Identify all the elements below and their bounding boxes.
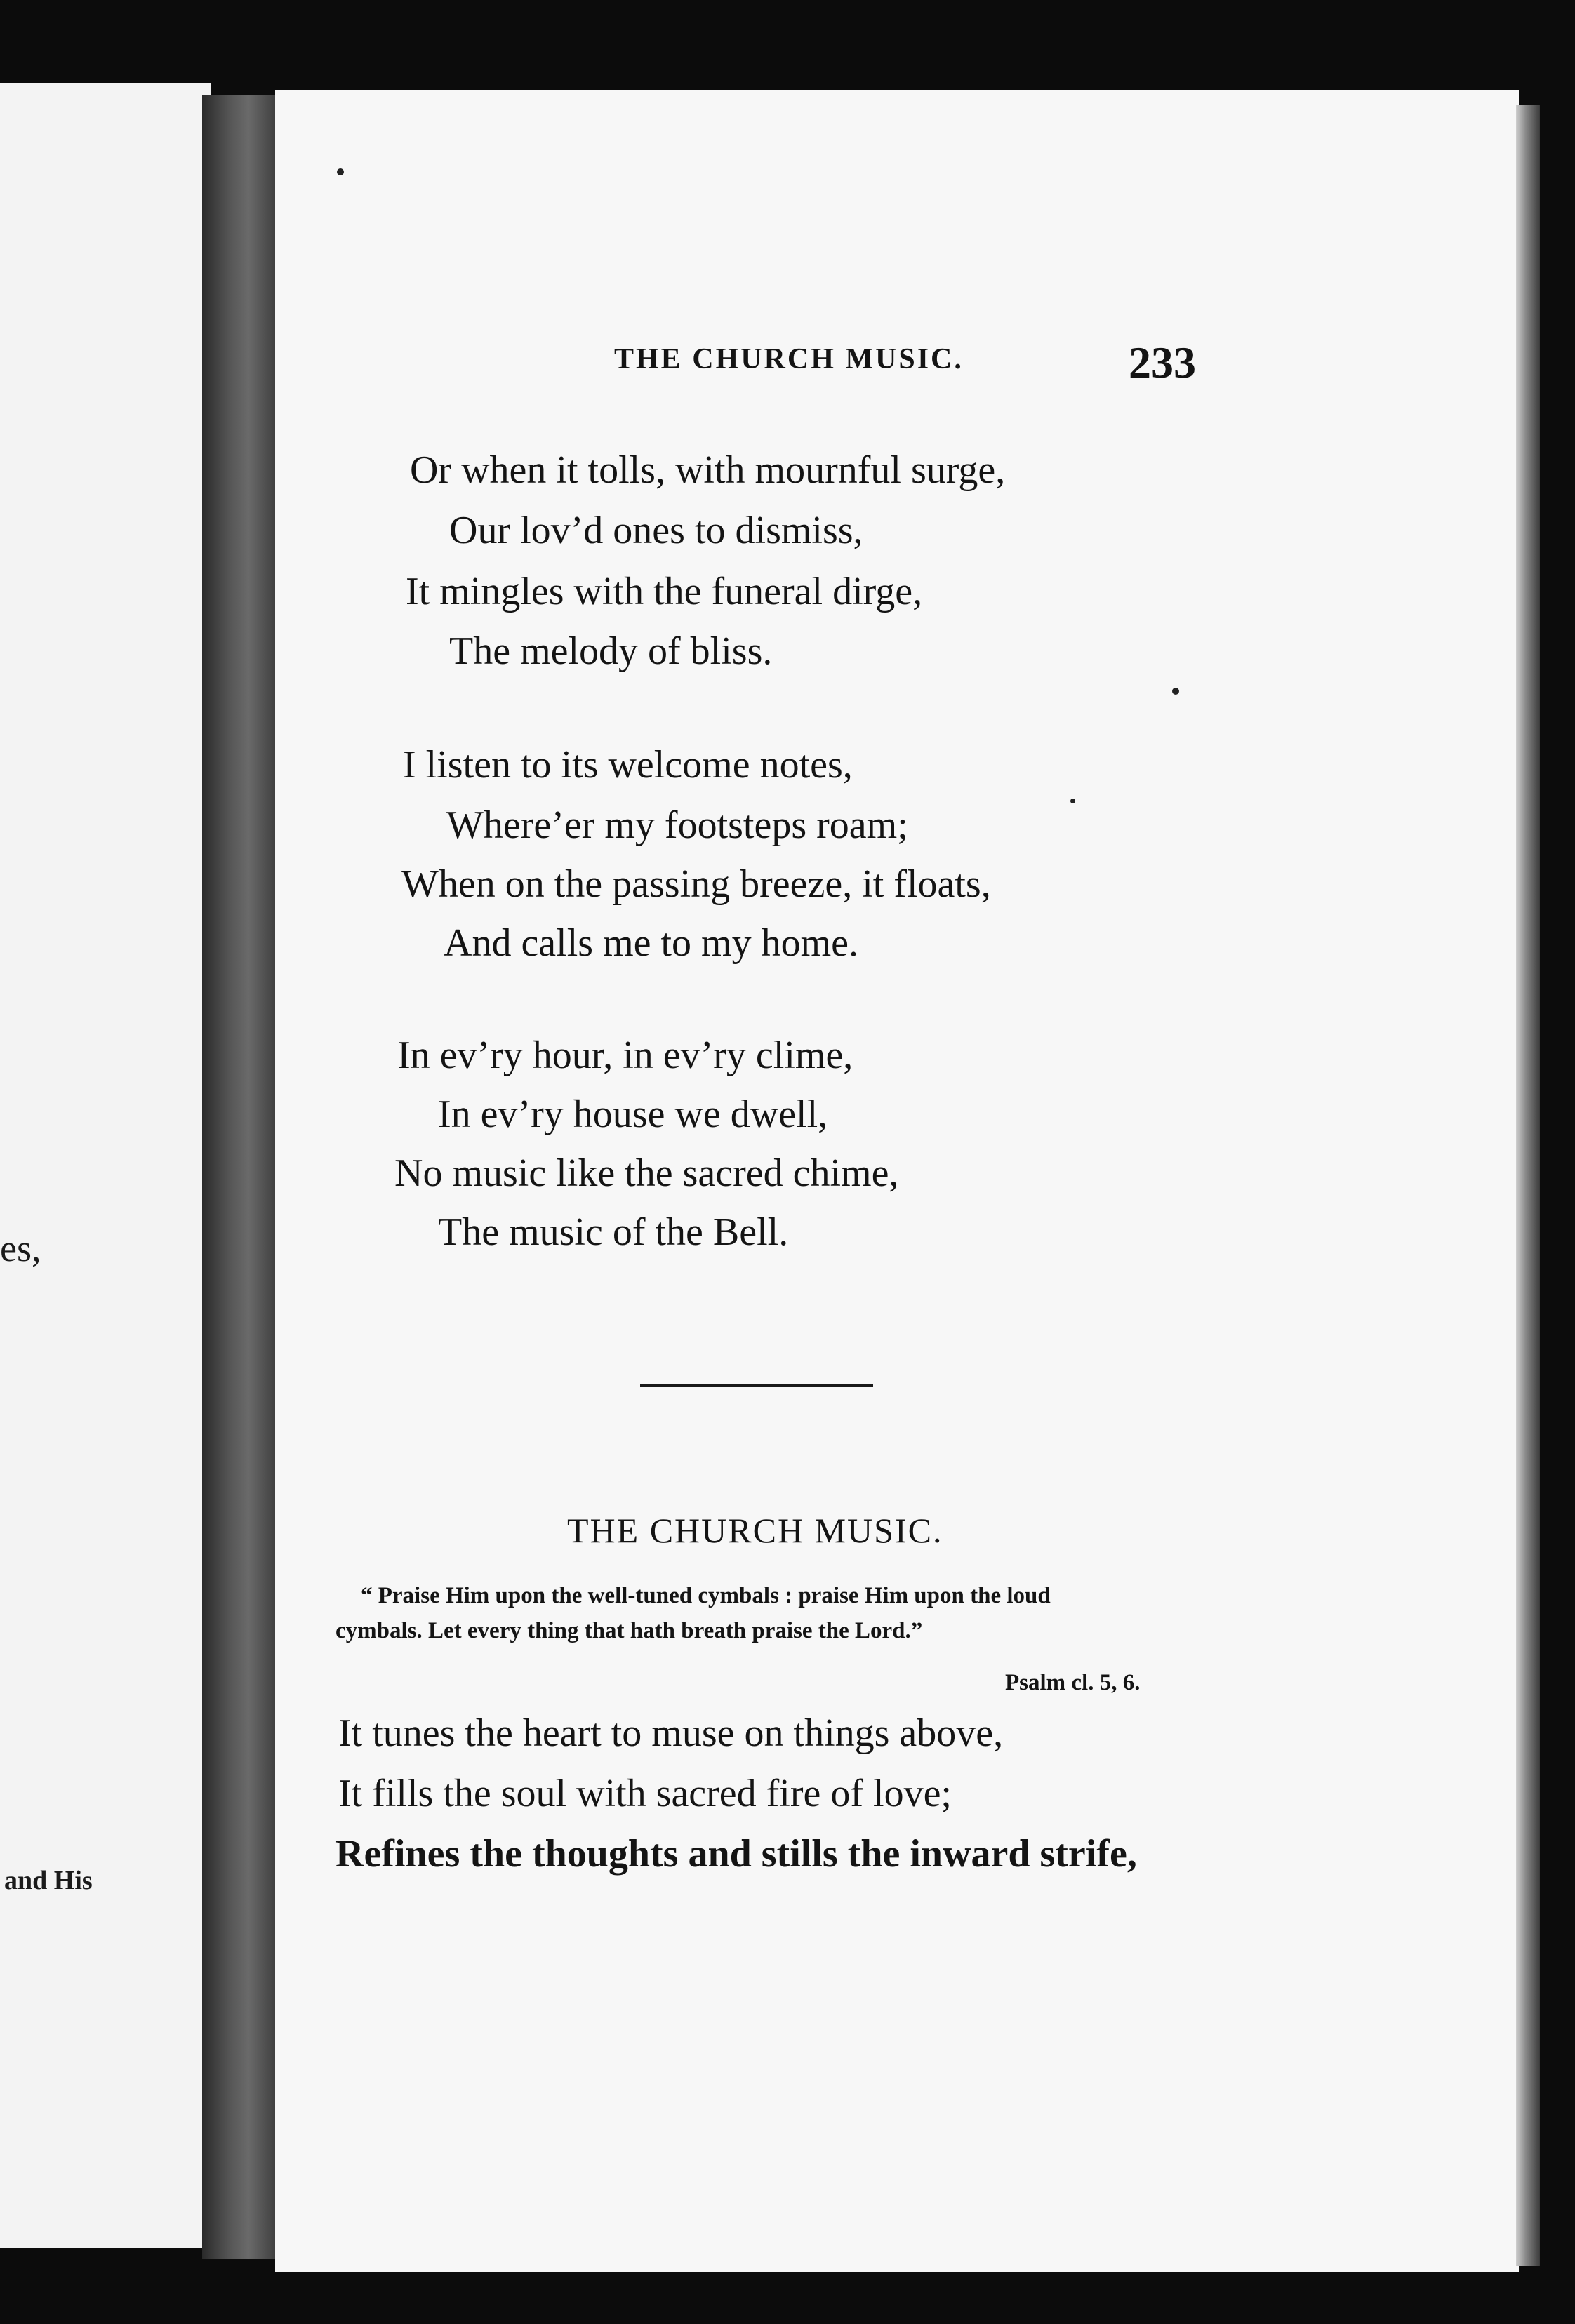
verse-line: Our lov’d ones to dismiss,: [449, 509, 863, 552]
verse-line: It tunes the heart to muse on things above,: [338, 1711, 1004, 1755]
verse-line: It mingles with the funeral dirge,: [406, 570, 923, 613]
verse-line: Refines the thoughts and stills the inward strife,: [335, 1832, 1137, 1876]
facing-page-fragment: es,: [0, 1227, 41, 1269]
page-number: 233: [1129, 338, 1196, 387]
print-speck: [1070, 799, 1075, 803]
verse-line: And calls me to my home.: [444, 921, 859, 965]
book-gutter: [202, 95, 279, 2259]
verse-line: Where’er my footsteps roam;: [446, 803, 908, 847]
epigraph-line: “ Praise Him upon the well-tuned cymbals : praise Him upon the loud: [361, 1583, 1051, 1608]
verse-line: The melody of bliss.: [449, 629, 773, 673]
epigraph-source: Psalm cl. 5, 6.: [1005, 1670, 1141, 1695]
poem-title: THE CHURCH MUSIC.: [567, 1511, 943, 1550]
verse-line: No music like the sacred chime,: [394, 1151, 899, 1195]
page-edge: [1516, 105, 1540, 2266]
verse-line: Or when it tolls, with mournful surge,: [410, 448, 1006, 492]
facing-page-fragment: and His: [4, 1866, 93, 1895]
verse-line: In ev’ry hour, in ev’ry clime,: [397, 1034, 853, 1077]
verse-line: The music of the Bell.: [438, 1210, 789, 1254]
print-speck: [337, 168, 344, 175]
running-title: THE CHURCH MUSIC.: [614, 343, 964, 375]
verse-line: It fills the soul with sacred fire of love;: [338, 1772, 952, 1815]
verse-line: When on the passing breeze, it floats,: [401, 862, 991, 906]
facing-page: [0, 83, 211, 2248]
section-divider: [640, 1384, 873, 1387]
epigraph-line: cymbals. Let every thing that hath breath praise the Lord.”: [335, 1618, 923, 1643]
verse-line: In ev’ry house we dwell,: [438, 1093, 828, 1136]
print-speck: [1172, 688, 1179, 695]
verse-line: I listen to its welcome notes,: [403, 743, 853, 787]
